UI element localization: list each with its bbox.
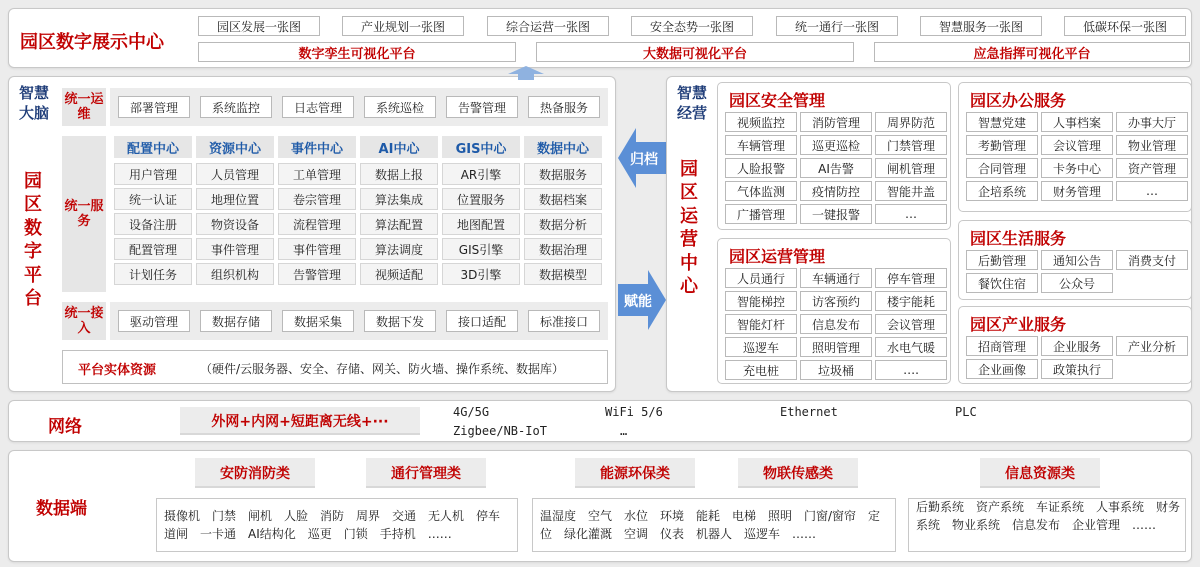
category-traffic: 通行管理类 [366, 458, 486, 488]
svc-item-3-4[interactable]: 视频适配 [360, 263, 438, 285]
svc-item-3-0[interactable]: 数据上报 [360, 163, 438, 185]
office-item-2[interactable]: 办事大厅 [1116, 112, 1188, 132]
protocol-4g5g: 4G/5G [453, 405, 490, 419]
category-energy: 能源环保类 [575, 458, 695, 488]
svc-item-2-1[interactable]: 卷宗管理 [278, 188, 356, 210]
ops-item-5[interactable]: 热备服务 [528, 96, 600, 118]
office-item-0[interactable]: 智慧党建 [966, 112, 1038, 132]
entity-desc: （硬件/云服务器、安全、存储、网关、防火墙、操作系统、数据库） [200, 362, 565, 376]
operation-item-3[interactable]: 智能梯控 [725, 291, 797, 311]
top-platform-1[interactable]: 大数据可视化平台 [536, 42, 854, 62]
network-label: 网络 [48, 417, 82, 437]
svc-item-1-4[interactable]: 组织机构 [196, 263, 274, 285]
security-item-0[interactable]: 视频监控 [725, 112, 797, 132]
svc-item-5-4[interactable]: 数据模型 [524, 263, 602, 285]
security-item-10[interactable]: 疫情防控 [800, 181, 872, 201]
security-item-4[interactable]: 巡更巡检 [800, 135, 872, 155]
security-item-6[interactable]: 人脸报警 [725, 158, 797, 178]
ops-item-0[interactable]: 部署管理 [118, 96, 190, 118]
protocol-zigbee: Zigbee/NB-IoT [453, 424, 547, 438]
svc-item-2-4[interactable]: 告警管理 [278, 263, 356, 285]
ops-item-2[interactable]: 日志管理 [282, 96, 354, 118]
svc-item-0-1[interactable]: 统一认证 [114, 188, 192, 210]
ops-center-vertical-title: 园区运营中心 [680, 159, 698, 297]
svc-row-label: 统一服务 [62, 136, 106, 292]
svc-item-1-0[interactable]: 人员管理 [196, 163, 274, 185]
operation-item-6[interactable]: 智能灯杆 [725, 314, 797, 334]
svc-item-4-2[interactable]: 地图配置 [442, 213, 520, 235]
top-tab-1[interactable]: 产业规划一张图 [342, 16, 464, 36]
archive-label: 归档 [630, 152, 658, 168]
svc-item-2-0[interactable]: 工单管理 [278, 163, 356, 185]
top-tab-3[interactable]: 安全态势一张图 [631, 16, 753, 36]
office-title: 园区办公服务 [970, 91, 1067, 110]
industry-item-4[interactable]: 政策执行 [1041, 359, 1113, 379]
category-security: 安防消防类 [195, 458, 315, 488]
life-title: 园区生活服务 [970, 229, 1067, 248]
ops-item-4[interactable]: 告警管理 [446, 96, 518, 118]
life-item-0[interactable]: 后勤管理 [966, 250, 1038, 270]
security-item-3[interactable]: 车辆管理 [725, 135, 797, 155]
svc-item-0-3[interactable]: 配置管理 [114, 238, 192, 260]
top-tab-2[interactable]: 综合运营一张图 [487, 16, 609, 36]
office-item-7[interactable]: 卡务中心 [1041, 158, 1113, 178]
operation-item-8[interactable]: 会议管理 [875, 314, 947, 334]
access-item-1[interactable]: 数据存储 [200, 310, 272, 332]
svc-item-5-0[interactable]: 数据服务 [524, 163, 602, 185]
security-item-12[interactable]: 广播管理 [725, 204, 797, 224]
office-item-5[interactable]: 物业管理 [1116, 135, 1188, 155]
security-item-1[interactable]: 消防管理 [800, 112, 872, 132]
security-item-8[interactable]: 闸机管理 [875, 158, 947, 178]
svc-item-2-3[interactable]: 事件管理 [278, 238, 356, 260]
office-item-4[interactable]: 会议管理 [1041, 135, 1113, 155]
office-item-10[interactable]: 财务管理 [1041, 181, 1113, 201]
protocol-wifi: WiFi 5/6 [605, 405, 663, 419]
access-item-0[interactable]: 驱动管理 [118, 310, 190, 332]
office-item-1[interactable]: 人事档案 [1041, 112, 1113, 132]
category-info: 信息资源类 [980, 458, 1100, 488]
svc-item-3-1[interactable]: 算法集成 [360, 188, 438, 210]
svc-item-1-1[interactable]: 地理位置 [196, 188, 274, 210]
operation-item-7[interactable]: 信息发布 [800, 314, 872, 334]
svc-item-1-2[interactable]: 物资设备 [196, 213, 274, 235]
operation-item-10[interactable]: 照明管理 [800, 337, 872, 357]
security-item-7[interactable]: AI告警 [800, 158, 872, 178]
operation-item-4[interactable]: 访客预约 [800, 291, 872, 311]
security-title: 园区安全管理 [729, 91, 826, 110]
svc-item-2-2[interactable]: 流程管理 [278, 213, 356, 235]
access-item-5[interactable]: 标准接口 [528, 310, 600, 332]
access-item-4[interactable]: 接口适配 [446, 310, 518, 332]
smart-ops-label: 智慧经营 [676, 84, 707, 122]
life-item-4[interactable]: 公众号 [1041, 273, 1113, 293]
operation-item-0[interactable]: 人员通行 [725, 268, 797, 288]
svc-header-4[interactable]: GIS中心 [442, 136, 520, 158]
svc-item-5-1[interactable]: 数据档案 [524, 188, 602, 210]
industry-item-1[interactable]: 企业服务 [1041, 336, 1113, 356]
up-arrow-icon [508, 66, 544, 80]
empower-label: 赋能 [624, 294, 652, 310]
energy-devices-text: 温湿度 空气 水位 环境 能耗 电梯 照明 门窗/窗帘 定位 绿化灌溉 空调 仪表 机器人 巡逻车 …… [540, 509, 881, 541]
svc-item-3-3[interactable]: 算法调度 [360, 238, 438, 260]
life-item-1[interactable]: 通知公告 [1041, 250, 1113, 270]
svc-item-0-4[interactable]: 计划任务 [114, 263, 192, 285]
display-center-title: 园区数字展示中心 [20, 32, 164, 53]
svc-item-4-0[interactable]: AR引擎 [442, 163, 520, 185]
svc-item-4-4[interactable]: 3D引擎 [442, 263, 520, 285]
svc-header-2[interactable]: 事件中心 [278, 136, 356, 158]
industry-item-3[interactable]: 企业画像 [966, 359, 1038, 379]
life-item-3[interactable]: 餐饮住宿 [966, 273, 1038, 293]
category-iot: 物联传感类 [738, 458, 858, 488]
top-tab-5[interactable]: 智慧服务一张图 [920, 16, 1042, 36]
operation-item-9[interactable]: 巡逻车 [725, 337, 797, 357]
svc-item-5-2[interactable]: 数据分析 [524, 213, 602, 235]
top-tab-0[interactable]: 园区发展一张图 [198, 16, 320, 36]
office-item-11[interactable]: … [1116, 181, 1188, 201]
security-item-9[interactable]: 气体监测 [725, 181, 797, 201]
ops-item-1[interactable]: 系统监控 [200, 96, 272, 118]
industry-title: 园区产业服务 [970, 315, 1067, 334]
life-item-2[interactable]: 消费支付 [1116, 250, 1188, 270]
svc-header-1[interactable]: 资源中心 [196, 136, 274, 158]
entity-label: 平台实体资源 [78, 363, 157, 378]
office-item-3[interactable]: 考勤管理 [966, 135, 1038, 155]
top-tab-4[interactable]: 统一通行一张图 [776, 16, 898, 36]
protocol-more: … [620, 424, 628, 438]
smart-brain-label: 智慧大脑 [18, 84, 49, 122]
security-item-5[interactable]: 门禁管理 [875, 135, 947, 155]
operation-item-5[interactable]: 楼宇能耗 [875, 291, 947, 311]
svc-item-3-2[interactable]: 算法配置 [360, 213, 438, 235]
operation-item-13[interactable]: 垃圾桶 [800, 360, 872, 380]
svc-header-5[interactable]: 数据中心 [524, 136, 602, 158]
network-desc: 外网+内网+短距离无线+··· [180, 407, 420, 435]
operation-item-12[interactable]: 充电桩 [725, 360, 797, 380]
svc-item-1-3[interactable]: 事件管理 [196, 238, 274, 260]
access-row-label: 统一接入 [62, 302, 106, 340]
svc-item-4-3[interactable]: GIS引擎 [442, 238, 520, 260]
office-item-9[interactable]: 企培系统 [966, 181, 1038, 201]
access-item-3[interactable]: 数据下发 [364, 310, 436, 332]
protocol-ethernet: Ethernet [780, 405, 838, 419]
security-item-11[interactable]: 智能井盖 [875, 181, 947, 201]
industry-item-0[interactable]: 招商管理 [966, 336, 1038, 356]
top-tab-6[interactable]: 低碳环保一张图 [1064, 16, 1186, 36]
top-platform-2[interactable]: 应急指挥可视化平台 [874, 42, 1190, 62]
protocol-plc: PLC [955, 405, 977, 419]
office-item-8[interactable]: 资产管理 [1116, 158, 1188, 178]
svc-header-3[interactable]: AI中心 [360, 136, 438, 158]
svc-item-0-0[interactable]: 用户管理 [114, 163, 192, 185]
security-item-14[interactable]: … [875, 204, 947, 224]
operation-item-1[interactable]: 车辆通行 [800, 268, 872, 288]
operation-item-14[interactable]: …. [875, 360, 947, 380]
info-systems-text: 后勤系统 资产系统 车证系统 人事系统 财务系统 物业系统 信息发布 企业管理 …… [916, 500, 1181, 532]
security-devices-text: 摄像机 门禁 闸机 人脸 消防 周界 交通 无人机 停车 道闸 一卡通 AI结构化 巡更 门锁 手持机 …… [164, 509, 513, 541]
svc-item-4-1[interactable]: 位置服务 [442, 188, 520, 210]
platform-vertical-title: 园区数字平台 [24, 171, 42, 309]
security-item-2[interactable]: 周界防范 [875, 112, 947, 132]
ops-row-label: 统一运维 [62, 88, 106, 126]
security-item-13[interactable]: 一键报警 [800, 204, 872, 224]
industry-item-2[interactable]: 产业分析 [1116, 336, 1188, 356]
svc-header-0[interactable]: 配置中心 [114, 136, 192, 158]
ops-item-3[interactable]: 系统巡检 [364, 96, 436, 118]
office-item-6[interactable]: 合同管理 [966, 158, 1038, 178]
top-platform-0[interactable]: 数字孪生可视化平台 [198, 42, 516, 62]
access-item-2[interactable]: 数据采集 [282, 310, 354, 332]
svc-item-5-3[interactable]: 数据治理 [524, 238, 602, 260]
operation-title: 园区运营管理 [729, 247, 826, 266]
data-end-label: 数据端 [36, 499, 87, 519]
operation-item-2[interactable]: 停车管理 [875, 268, 947, 288]
svc-item-0-2[interactable]: 设备注册 [114, 213, 192, 235]
operation-item-11[interactable]: 水电气暖 [875, 337, 947, 357]
